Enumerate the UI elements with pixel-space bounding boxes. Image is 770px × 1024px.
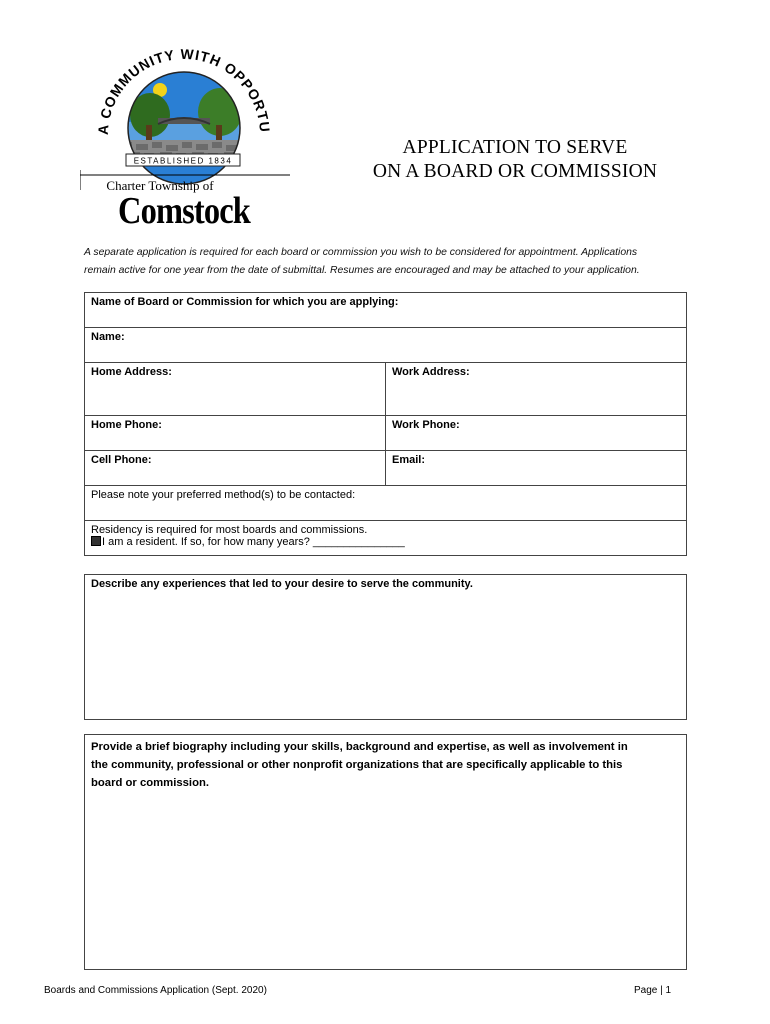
home-address-field[interactable]: [85, 363, 386, 416]
residency-field: [85, 521, 687, 556]
contact-method-label: Please note your preferred method(s) to be contacted:: [91, 489, 356, 501]
resident-checkbox[interactable]: [91, 536, 101, 546]
residency-note: Residency is required for most boards and commissions.: [91, 524, 368, 536]
work-phone-label: Work Phone:: [392, 419, 460, 431]
board-name-field[interactable]: [85, 293, 687, 328]
biography-prompt-3: board or commission.: [91, 777, 210, 789]
email-field[interactable]: [386, 451, 687, 486]
township-seal-icon: [80, 40, 290, 230]
experience-prompt: Describe any experiences that led to your desire to serve the community.: [91, 578, 473, 590]
name-field[interactable]: [85, 328, 687, 363]
logo-subtitle: Charter Township of: [106, 178, 214, 193]
township-logo: [80, 40, 290, 230]
work-address-field[interactable]: [386, 363, 687, 416]
work-phone-field[interactable]: [386, 416, 687, 451]
intro-line-2: remain active for one year from the date of submittal. Resumes are encouraged and may be attached to your application.: [84, 264, 640, 276]
logo-established: ESTABLISHED 1834: [133, 156, 233, 166]
biography-prompt-1: Provide a brief biography including your skills, background and expertise, as well as involvement in: [91, 741, 628, 753]
cell-phone-field[interactable]: [85, 451, 386, 486]
page-title: [330, 136, 700, 184]
logo-name: Comstock: [118, 190, 252, 230]
biography-field[interactable]: [85, 735, 687, 970]
footer-document-title: Boards and Commissions Application (Sept. 2020): [44, 985, 267, 996]
footer-page-number: Page | 1: [634, 985, 672, 996]
intro-line-1: A separate application is required for each board or commission you wish to be considered for appointment. Applications: [84, 247, 638, 258]
home-phone-field[interactable]: [85, 416, 386, 451]
experience-table: [84, 574, 687, 720]
intro-text: [84, 244, 704, 279]
contact-method-field[interactable]: [85, 486, 687, 521]
name-label: Name:: [91, 331, 125, 343]
work-address-label: Work Address:: [392, 366, 470, 378]
applicant-info-table: [84, 292, 687, 556]
biography-prompt-2: the community, professional or other nonprofit organizations that are specifically applicable to this: [91, 759, 623, 771]
board-name-label: Name of Board or Commission for which you are applying:: [91, 296, 399, 308]
cell-phone-label: Cell Phone:: [91, 454, 152, 466]
title-line-1: APPLICATION TO SERVE: [402, 137, 628, 158]
experience-field[interactable]: [85, 575, 687, 720]
logo-arc-text: A COMMUNITY WITH OPPORTU: [94, 45, 274, 136]
home-address-label: Home Address:: [91, 366, 172, 378]
biography-table: [84, 734, 687, 970]
email-label: Email:: [392, 454, 426, 466]
home-phone-label: Home Phone:: [91, 419, 162, 431]
title-line-2: ON A BOARD OR COMMISSION: [372, 161, 658, 182]
resident-label: I am a resident. If so, for how many years? _______________: [102, 536, 405, 548]
